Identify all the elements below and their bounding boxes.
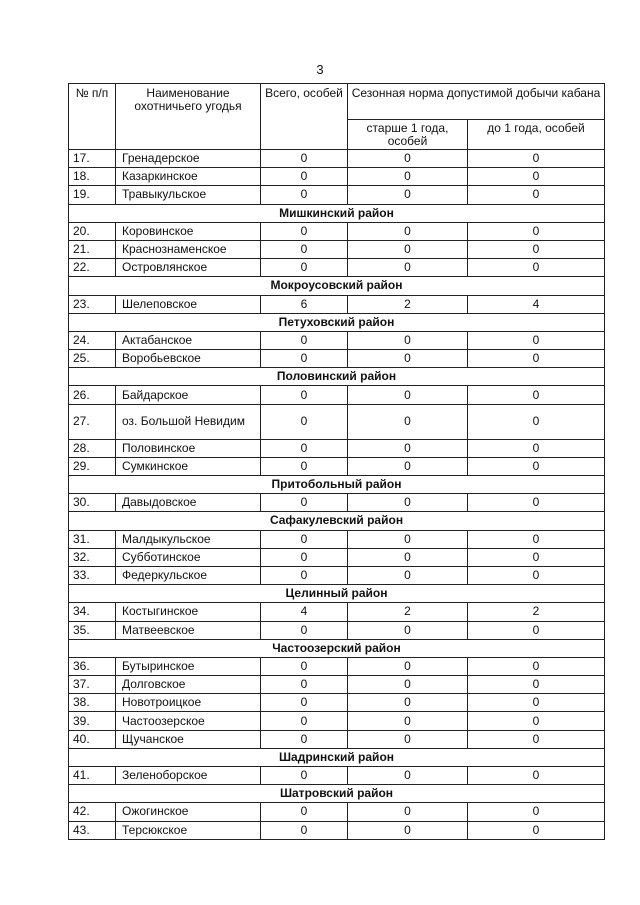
total-count: 0 — [261, 676, 348, 694]
older-count: 0 — [348, 566, 468, 584]
district-name: Петуховский район — [69, 313, 605, 331]
ground-name: Бутыринское — [116, 657, 261, 675]
row-number: 36. — [69, 657, 116, 675]
total-count: 0 — [261, 530, 348, 548]
older-count: 0 — [348, 331, 468, 349]
table-row — [69, 730, 605, 748]
table-row — [69, 621, 605, 639]
row-number: 34. — [69, 603, 116, 621]
table-row — [69, 259, 605, 277]
ground-name: Частоозерское — [116, 712, 261, 730]
total-count: 0 — [261, 821, 348, 839]
younger-count: 0 — [468, 494, 605, 512]
total-count: 0 — [261, 186, 348, 204]
younger-count: 0 — [468, 821, 605, 839]
ground-name: Воробьевское — [116, 350, 261, 368]
hunting-quota-table — [68, 83, 605, 840]
row-number: 23. — [69, 295, 116, 313]
total-count: 0 — [261, 404, 348, 439]
total-count: 0 — [261, 712, 348, 730]
older-count: 0 — [348, 767, 468, 785]
older-count: 2 — [348, 295, 468, 313]
older-count: 0 — [348, 439, 468, 457]
total-count: 0 — [261, 222, 348, 240]
ground-name: Ожогинское — [116, 803, 261, 821]
total-count: 0 — [261, 331, 348, 349]
total-count: 0 — [261, 566, 348, 584]
row-number: 21. — [69, 240, 116, 258]
older-count: 0 — [348, 168, 468, 186]
row-number: 27. — [69, 404, 116, 439]
header-younger: до 1 года, особей — [468, 120, 605, 150]
district-row — [69, 639, 605, 657]
ground-name: Гренадерское — [116, 150, 261, 168]
district-name: Притобольный район — [69, 476, 605, 494]
older-count: 0 — [348, 240, 468, 258]
total-count: 0 — [261, 767, 348, 785]
table-row — [69, 331, 605, 349]
total-count: 0 — [261, 457, 348, 475]
district-row — [69, 204, 605, 222]
ground-name: Давыдовское — [116, 494, 261, 512]
row-number: 35. — [69, 621, 116, 639]
table-row — [69, 712, 605, 730]
total-count: 0 — [261, 439, 348, 457]
table-row — [69, 603, 605, 621]
table-row — [69, 186, 605, 204]
younger-count: 0 — [468, 712, 605, 730]
total-count: 0 — [261, 168, 348, 186]
older-count: 2 — [348, 603, 468, 621]
page-number: 3 — [316, 62, 324, 77]
older-count: 0 — [348, 404, 468, 439]
total-count: 0 — [261, 657, 348, 675]
district-name: Частоозерский район — [69, 639, 605, 657]
total-count: 0 — [261, 803, 348, 821]
table-row — [69, 168, 605, 186]
ground-name: Шелеповское — [116, 295, 261, 313]
younger-count: 0 — [468, 621, 605, 639]
younger-count: 0 — [468, 222, 605, 240]
total-count: 0 — [261, 240, 348, 258]
header-number: № п/п — [69, 84, 116, 150]
older-count: 0 — [348, 694, 468, 712]
younger-count: 0 — [468, 150, 605, 168]
older-count: 0 — [348, 821, 468, 839]
table-header-row — [69, 84, 605, 120]
row-number: 17. — [69, 150, 116, 168]
younger-count: 0 — [468, 350, 605, 368]
row-number: 40. — [69, 730, 116, 748]
younger-count: 0 — [468, 331, 605, 349]
district-name: Мокроусовский район — [69, 277, 605, 295]
row-number: 29. — [69, 457, 116, 475]
younger-count: 0 — [468, 404, 605, 439]
table-row — [69, 439, 605, 457]
older-count: 0 — [348, 730, 468, 748]
district-name: Мишкинский район — [69, 204, 605, 222]
row-number: 33. — [69, 566, 116, 584]
district-row — [69, 368, 605, 386]
ground-name: Костыгинское — [116, 603, 261, 621]
younger-count: 0 — [468, 676, 605, 694]
row-number: 32. — [69, 548, 116, 566]
table-row — [69, 350, 605, 368]
older-count: 0 — [348, 150, 468, 168]
district-row — [69, 277, 605, 295]
ground-name: оз. Большой Невидим — [116, 404, 261, 439]
older-count: 0 — [348, 259, 468, 277]
older-count: 0 — [348, 350, 468, 368]
district-name: Шатровский район — [69, 785, 605, 803]
table-row — [69, 457, 605, 475]
district-name: Сафакулевский район — [69, 512, 605, 530]
table-row — [69, 566, 605, 584]
total-count: 0 — [261, 386, 348, 404]
older-count: 0 — [348, 530, 468, 548]
younger-count: 0 — [468, 767, 605, 785]
total-count: 0 — [261, 150, 348, 168]
ground-name: Терсюкское — [116, 821, 261, 839]
total-count: 0 — [261, 621, 348, 639]
district-name: Шадринский район — [69, 748, 605, 766]
row-number: 43. — [69, 821, 116, 839]
younger-count: 0 — [468, 548, 605, 566]
district-row — [69, 785, 605, 803]
row-number: 24. — [69, 331, 116, 349]
ground-name: Щучанское — [116, 730, 261, 748]
older-count: 0 — [348, 712, 468, 730]
table-row — [69, 404, 605, 439]
table-body — [69, 150, 605, 840]
younger-count: 0 — [468, 730, 605, 748]
row-number: 26. — [69, 386, 116, 404]
total-count: 0 — [261, 494, 348, 512]
younger-count: 0 — [468, 694, 605, 712]
total-count: 6 — [261, 295, 348, 313]
district-row — [69, 313, 605, 331]
table-row — [69, 694, 605, 712]
younger-count: 0 — [468, 439, 605, 457]
ground-name: Долговское — [116, 676, 261, 694]
row-number: 22. — [69, 259, 116, 277]
younger-count: 2 — [468, 603, 605, 621]
table-row — [69, 530, 605, 548]
row-number: 30. — [69, 494, 116, 512]
table-row — [69, 548, 605, 566]
ground-name: Матвеевское — [116, 621, 261, 639]
younger-count: 0 — [468, 566, 605, 584]
ground-name: Байдарское — [116, 386, 261, 404]
younger-count: 0 — [468, 168, 605, 186]
total-count: 0 — [261, 350, 348, 368]
older-count: 0 — [348, 186, 468, 204]
district-name: Половинский район — [69, 368, 605, 386]
district-row — [69, 585, 605, 603]
older-count: 0 — [348, 494, 468, 512]
district-name: Целинный район — [69, 585, 605, 603]
district-row — [69, 512, 605, 530]
younger-count: 0 — [468, 457, 605, 475]
header-ground-name: Наименование охотничьего угодья — [116, 84, 261, 150]
ground-name: Сумкинское — [116, 457, 261, 475]
table-row — [69, 295, 605, 313]
ground-name: Коровинское — [116, 222, 261, 240]
row-number: 25. — [69, 350, 116, 368]
younger-count: 4 — [468, 295, 605, 313]
younger-count: 0 — [468, 803, 605, 821]
ground-name: Субботинское — [116, 548, 261, 566]
younger-count: 0 — [468, 186, 605, 204]
header-older: старше 1 года, особей — [348, 120, 468, 150]
header-total: Всего, особей — [261, 84, 348, 150]
total-count: 4 — [261, 603, 348, 621]
row-number: 38. — [69, 694, 116, 712]
younger-count: 0 — [468, 240, 605, 258]
row-number: 28. — [69, 439, 116, 457]
table-row — [69, 767, 605, 785]
district-row — [69, 748, 605, 766]
row-number: 39. — [69, 712, 116, 730]
total-count: 0 — [261, 694, 348, 712]
older-count: 0 — [348, 386, 468, 404]
older-count: 0 — [348, 657, 468, 675]
ground-name: Новотроицкое — [116, 694, 261, 712]
row-number: 18. — [69, 168, 116, 186]
table-row — [69, 222, 605, 240]
total-count: 0 — [261, 548, 348, 566]
table-row — [69, 494, 605, 512]
ground-name: Малдыкульское — [116, 530, 261, 548]
younger-count: 0 — [468, 386, 605, 404]
row-number: 19. — [69, 186, 116, 204]
ground-name: Островлянское — [116, 259, 261, 277]
row-number: 42. — [69, 803, 116, 821]
older-count: 0 — [348, 803, 468, 821]
ground-name: Зеленоборское — [116, 767, 261, 785]
younger-count: 0 — [468, 657, 605, 675]
ground-name: Федеркульское — [116, 566, 261, 584]
ground-name: Половинское — [116, 439, 261, 457]
table-row — [69, 240, 605, 258]
table-row — [69, 676, 605, 694]
older-count: 0 — [348, 457, 468, 475]
row-number: 20. — [69, 222, 116, 240]
row-number: 31. — [69, 530, 116, 548]
ground-name: Травыкульское — [116, 186, 261, 204]
table-row — [69, 657, 605, 675]
table-row — [69, 803, 605, 821]
younger-count: 0 — [468, 259, 605, 277]
older-count: 0 — [348, 621, 468, 639]
row-number: 37. — [69, 676, 116, 694]
row-number: 41. — [69, 767, 116, 785]
table-row — [69, 150, 605, 168]
ground-name: Казаркинское — [116, 168, 261, 186]
older-count: 0 — [348, 548, 468, 566]
table-row — [69, 386, 605, 404]
total-count: 0 — [261, 730, 348, 748]
ground-name: Актабанское — [116, 331, 261, 349]
total-count: 0 — [261, 259, 348, 277]
ground-name: Краснознаменское — [116, 240, 261, 258]
younger-count: 0 — [468, 530, 605, 548]
header-season-norm: Сезонная норма допустимой добычи кабана — [348, 84, 605, 120]
older-count: 0 — [348, 222, 468, 240]
older-count: 0 — [348, 676, 468, 694]
district-row — [69, 476, 605, 494]
table-row — [69, 821, 605, 839]
